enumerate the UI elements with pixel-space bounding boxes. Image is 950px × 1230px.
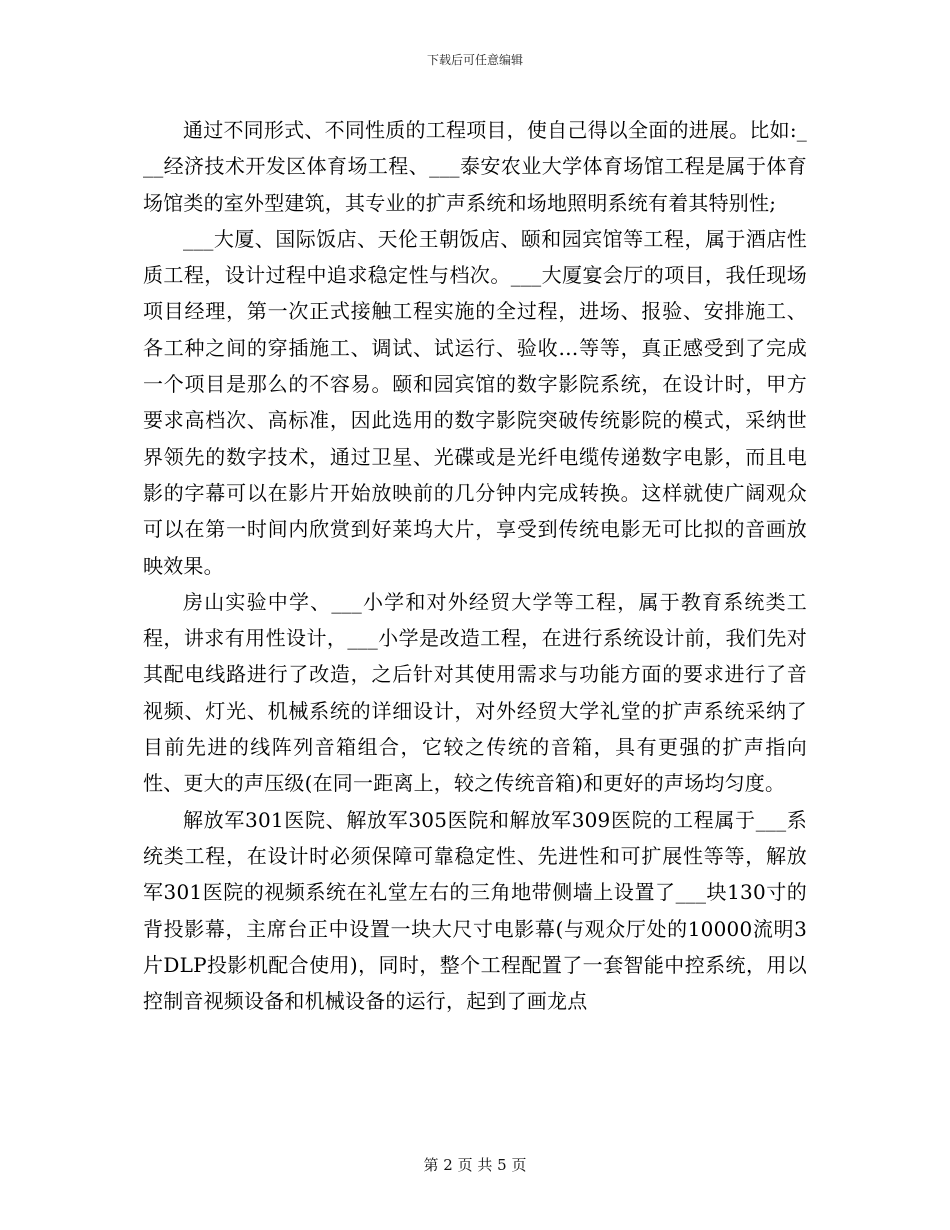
document-body bbox=[143, 112, 807, 1019]
paragraph-4: 解放军301医院、解放军305医院和解放军309医院的工程属于___系统类工程，在设计时必须保障可靠稳定性、先进性和可扩展性等等，解放军301医院的视频系统在礼堂左右的三角地带侧墙上设置了___块130寸的背投影幕，主席台正中设置一块大尺寸电影幕(与观众厅处的10000流明3片DLP投影机配合使用)，同时，整个工程配置了一套智能中控系统，用以控制音视频设备和机械设备的运行，起到了画龙点 bbox=[143, 807, 807, 1014]
paragraph-3: 房山实验中学、___小学和对外经贸大学等工程，属于教育系统类工程，讲求有用性设计，___小学是改造工程，在进行系统设计前，我们先对其配电线路进行了改造，之后针对其使用需求与功能方面的要求进行了音视频、灯光、机械系统的详细设计，对外经贸大学礼堂的扩声系统采纳了目前先进的线阵列音箱组合，它较之传统的音箱，具有更强的扩声指向性、更大的声压级(在同一距离上，较之传统音箱)和更好的声场均匀度。 bbox=[143, 589, 807, 796]
paragraph-1: 通过不同形式、不同性质的工程项目，使自己得以全面的进展。比如:___经济技术开发区体育场工程、___泰安农业大学体育场馆工程是属于体育场馆类的室外型建筑，其专业的扩声系统和场地照明系统有着其特别性; bbox=[143, 118, 807, 215]
paragraph-2: ___大厦、国际饭店、天伦王朝饭店、颐和园宾馆等工程，属于酒店性质工程，设计过程中追求稳定性与档次。___大厦宴会厅的项目，我任现场项目经理，第一次正式接触工程实施的全过程，进场、报验、安排施工、各工种之间的穿插施工、调试、试运行、验收…等等，真正感受到了完成一个项目是那么的不容易。颐和园宾馆的数字影院系统，在设计时，甲方要求高档次、高标准，因此选用的数字影院突破传统影院的模式，采纳世界领先的数字技术，通过卫星、光碟或是光纤电缆传递数字电影，而且电影的字幕可以在影片开始放映前的几分钟内完成转换。这样就使广阔观众可以在第一时间内欣赏到好莱坞大片，享受到传统电影无可比拟的音画放映效果。 bbox=[143, 226, 807, 578]
page-header-note: 下载后可任意编辑 bbox=[426, 53, 523, 67]
page-number-footer: 第 2 页 共 5 页 bbox=[423, 1156, 527, 1174]
